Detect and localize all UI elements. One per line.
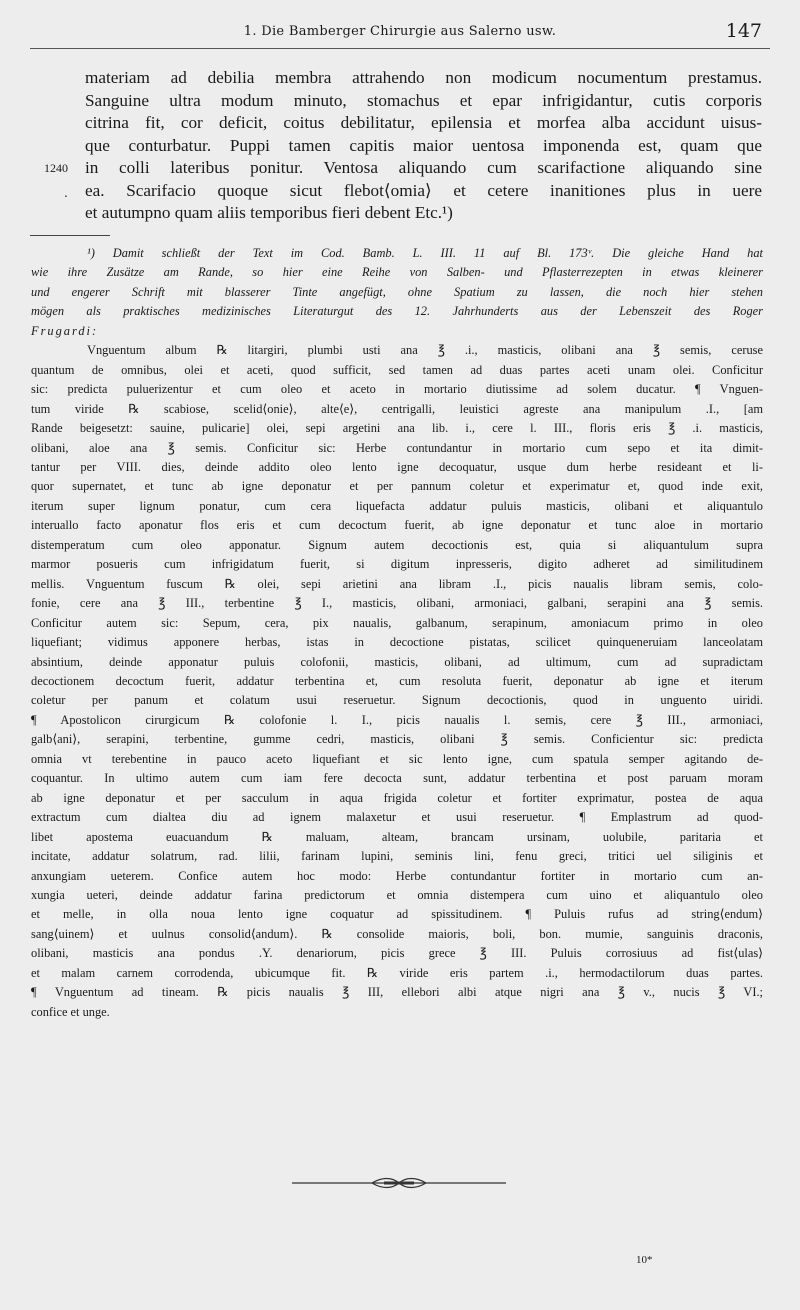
- running-header: [30, 22, 770, 49]
- footnote-line: tum viride ℞ scabiose, scelid⟨onie⟩, alte⟨e⟩, centrigalli, leuistici agreste ana manipulum .I., [am: [31, 401, 763, 416]
- footnote-line: coletur per panum et colatum usui reseruetur. Signum decoctionis, quod in unguento uiridi.: [31, 693, 763, 708]
- footnote-line: wie ihre Zusätze am Rande, so hier eine Reihe von Salben- und Pflasterrezepten in etwas kleinerer: [31, 265, 763, 280]
- text-line: et autumpno quam aliis temporibus fieri debent Etc.¹): [85, 203, 453, 222]
- footnote-line: et malam carnem corrodenda, ubicumque fit. ℞ viride eris partem .i., hermodactilorum duas partes.: [31, 965, 763, 980]
- ornament-rule: [292, 1175, 506, 1191]
- footnote-line: interuallo facto aponatur flos eris et cum decoctum fuerit, ab igne deponatur et tunc aloe in mortario: [31, 518, 763, 533]
- footnote-line: sang⟨uinem⟩ et uulnus consolid⟨andum⟩. ℞ consolide maioris, boli, bon. mumie, sanguinis draconis,: [31, 926, 763, 941]
- text-line: ea. Scarifacio quoque sicut flebot⟨omia⟩ et cetere inanitiones plus in uere: [85, 180, 762, 200]
- footnote: [31, 244, 763, 1022]
- footnote-line: ab igne deponatur et per sacculum in aqua frigida coletur et fortiter exprimatur, postea de aqua: [31, 790, 763, 805]
- footnote-line: liquefiant; vidimus apponere herbas, istas in decoctione pistatas, scilicet quinqueneruiam lanceolatam: [31, 635, 763, 650]
- text-line: materiam ad debilia membra attrahendo non modicum nocumentum prestamus.: [85, 68, 762, 87]
- text-line: Sanguine ultra modum minuto, stomachus et epar infrigidantur, cutis corporis: [85, 90, 762, 110]
- footnote-line: distemperatum cum oleo apponatur. Signum autem decoctionis est, quia si aliquantulum supra: [31, 537, 763, 552]
- page-number: 147: [725, 20, 762, 42]
- footnote-line: coquantur. In ultimo autem cum iam fere decocta sunt, addatur terbentina et post paruam moram: [31, 771, 763, 786]
- footnote-line: extractum cum dialtea diu ad ignem malaxetur et usui reseruetur. ¶ Emplastrum ad quod-: [31, 810, 763, 825]
- footnote-line: olibani, aloe ana ℥ semis. Conficitur sic: Herbe contundantur in mortario cum sepo et ita dimit-: [31, 440, 763, 455]
- footnote-line: confice et unge.: [31, 1004, 110, 1019]
- running-title: 1. Die Bamberger Chirurgie aus Salerno usw.: [243, 24, 557, 39]
- footnote-line: ¶ Vnguentum ad tineam. ℞ picis naualis ℥ III, ellebori albi atque nigri ana ℥ v., nucis ℥ VI.;: [31, 985, 763, 1000]
- footnote-line: tantur per VIII. dies, deinde addito oleo lento igne decoquatur, usque dum herbe resideant et li-: [31, 459, 763, 474]
- footnote-line: quantum de omnibus, olei et aceti, quod sufficit, sed tamen ad duas partes aceti unam olei. Conficitur: [31, 362, 763, 377]
- text-line: citrina fit, cor deficit, coitus debilitatur, epilensia et morfea alba accidunt uisus-: [85, 113, 762, 132]
- footnote-line: Vnguentum album ℞ litargiri, plumbi usti ana ℥ .i., masticis, olibani ana ℥ semis, ceruse: [87, 343, 763, 358]
- footnote-line: Conficitur autem sic: Sepum, cera, pix naualis, galbanum, serapinum, amoniacum primo in oleo: [31, 615, 763, 630]
- footnote-line: libet apostema euacuandum ℞ maluam, alteam, brancam ursinam, uolubile, paritaria et: [31, 829, 763, 844]
- footnote-line: Frugardi:: [31, 323, 99, 338]
- footnote-line: ¶ Apostolicon cirurgicum ℞ colofonie l. I., picis naualis l. semis, cere ℥ III., armoniaci,: [31, 712, 763, 727]
- footnote-line: xungia ueteri, deinde addatur farina predictorum et omnia distempera cum uino et aliquantulo oleo: [31, 887, 763, 902]
- footnote-line: sic: predicta puluerizentur et cum oleo et aceto in mortario diutissime ad solem ducatur. ¶ Vnguen-: [31, 382, 763, 397]
- footnote-line: iterum super lignum ponatur, cum cera liquefacta addatur puluis masticis, olibani et aliquantulo: [31, 498, 763, 513]
- footnote-line: fonie, cere ana ℥ III., terbentine ℥ I., masticis, olibani, armoniaci, galbani, serapini ana ℥ semis.: [31, 596, 763, 611]
- footnote-line: quor supernatet, et tunc ab igne deponatur et per pannum coletur et experimatur et, quod inde exit,: [31, 479, 763, 494]
- footnote-line: marmor posueris cum infrigidatum fuerit, si digitum inpresseris, digito adheret ad similitudinem: [31, 557, 763, 572]
- footnote-line: anxungiam ueterem. Confice autem hoc modo: Herbe contundantur fortiter in mortario cum an-: [31, 868, 763, 883]
- footnote-line: galb⟨ani⟩, serapini, terbentine, gumme cedri, masticis, olibani ℥ semis. Conficientur sic: predicta: [31, 732, 763, 747]
- footnote-line: mellis. Vnguentum fuscum ℞ olei, sepi arietini ana libram .I., picis naualis libram semis, colo-: [31, 576, 763, 591]
- main-text: [85, 67, 762, 225]
- footnote-line: absintium, deinde apponatur puluis colofonii, masticis, olibani, ad ultimum, cum ad supradictam: [31, 654, 763, 669]
- text-line: que conturbatur. Puppi tamen capitis maior uentosa imponenda est, quam que: [85, 135, 762, 155]
- footnote-line: mögen als praktisches medizinisches Literaturgut des 12. Jahrhunderts aus der Lebenszeit des Roger: [31, 304, 763, 319]
- text-line: in colli lateribus ponitur. Ventosa aliquando cum scarifactione aliquando sine: [85, 158, 762, 177]
- footnote-line: decoctionem decoctum fuerit, addatur terbentina et, cum resoluta fuerit, deponatur ab igne et iterum: [31, 673, 763, 688]
- signature-mark: 10*: [636, 1254, 653, 1266]
- footnote-rule: [30, 235, 110, 236]
- footnote-line: omnia vt terebentine in pauco aceto liquefiant et sic lento igne, cum spatula semper agitando de-: [31, 751, 763, 766]
- footnote-line: incitate, addatur solatrum, rad. lilii, farinam lupini, seminis lini, fenu greci, tritici uel siliginis et: [31, 849, 763, 864]
- margin-line-number: 1240: [44, 161, 68, 175]
- footnote-line: ¹) Damit schließt der Text im Cod. Bamb. L. III. 11 auf Bl. 173ᵛ. Die gleiche Hand hat: [87, 246, 763, 260]
- footnote-line: et melle, in olla noua lento igne coquatur ad spissitudinem. ¶ Puluis rufus ad string⟨endum⟩: [31, 907, 763, 922]
- footnote-line: und engerer Schrift mit blasserer Tinte angefügt, ohne Spatium zu lassen, die noch hier stehen: [31, 284, 763, 299]
- margin-mark: .: [64, 186, 68, 200]
- footnote-line: Rande beigesetzt: sauine, pulicarie] olei, sepi argetini ana lib. i., cere l. III., floris eris ℥ .i. masticis,: [31, 421, 763, 436]
- footnote-line: olibani, masticis ana pondus .Y. denariorum, picis grece ℥ III. Puluis corrosiuus ad fist⟨ulas⟩: [31, 946, 763, 961]
